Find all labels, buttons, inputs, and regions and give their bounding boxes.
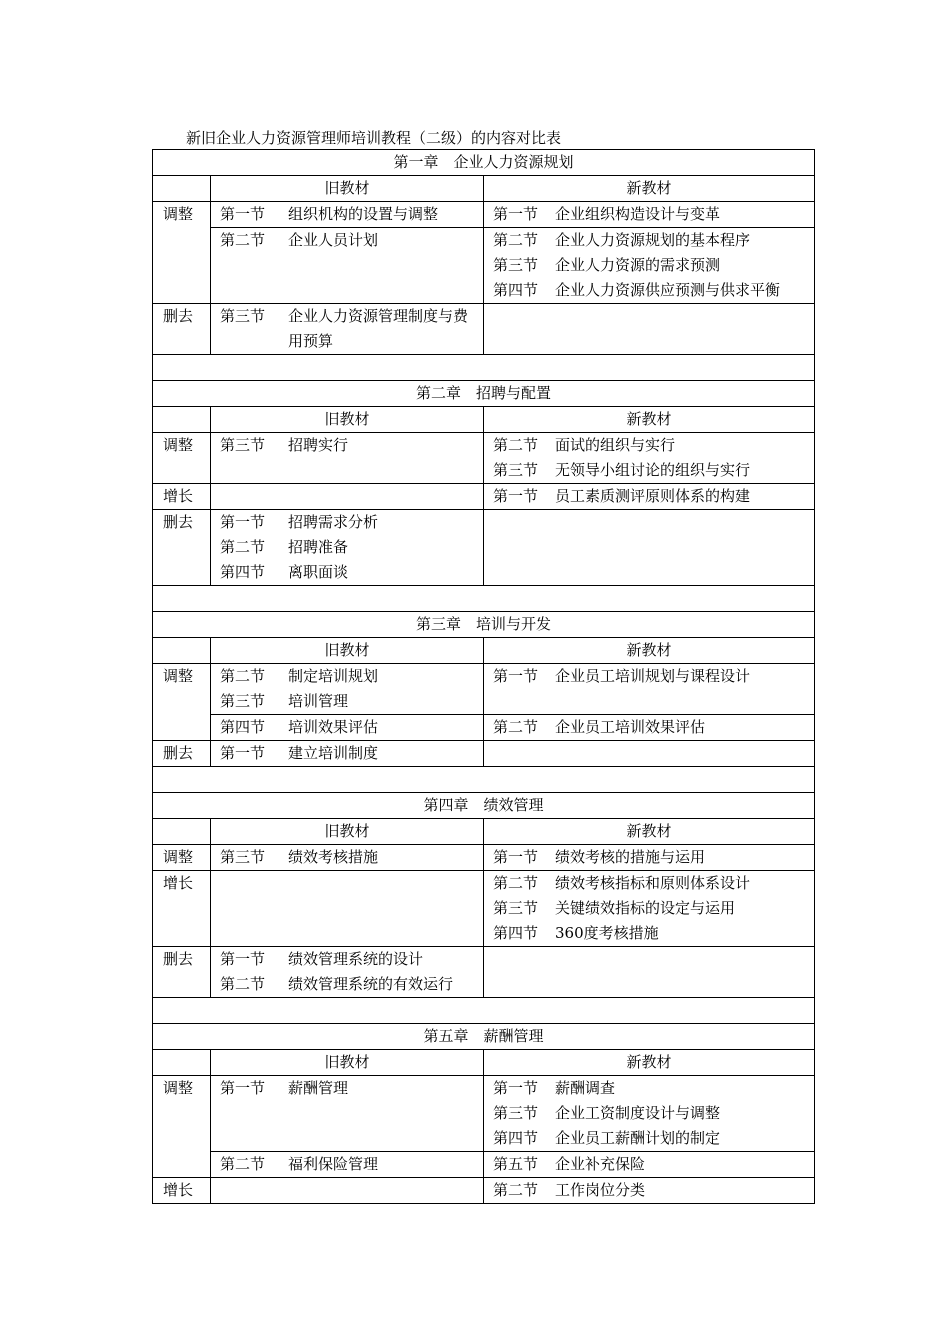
old-edition-cell [211,1152,484,1178]
old-edition-cell [211,1076,484,1152]
section-entry [493,228,810,253]
change-type: 调整 [153,664,211,741]
chapter-title-row [153,1024,815,1050]
table-row [153,1152,815,1178]
section-entry [220,972,479,997]
spacer-row [153,998,815,1024]
section-number: 第一节 [220,950,266,968]
header-type-cell [153,1050,211,1076]
section-title: 企业员工薪酬计划的制定 [555,1129,721,1147]
chapter-title: 第五章 薪酬管理 [153,1024,815,1050]
old-edition-header: 旧教材 [211,176,484,202]
chapter-title-row [153,381,815,407]
section-number: 第二节 [493,718,539,736]
old-edition-cell [211,845,484,871]
new-edition-cell [484,1152,815,1178]
old-edition-cell [211,1178,484,1204]
spacer-cell [153,767,815,793]
section-entry [493,845,810,870]
section-entry [220,535,479,560]
section-title: 企业组织构造设计与变革 [555,205,721,223]
new-edition-cell [484,510,815,586]
section-entry [493,921,810,946]
section-title: 企业人力资源规划的基本程序 [555,231,751,249]
old-edition-header: 旧教材 [211,1050,484,1076]
section-title: 企业人力资源的需求预测 [555,256,721,274]
change-type: 删去 [153,947,211,998]
section-title: 绩效管理系统的有效运行 [288,975,454,993]
spacer-cell [153,355,815,381]
section-title: 建立培训制度 [288,744,379,762]
column-header-row [153,638,815,664]
new-edition-cell [484,202,815,228]
table-row [153,664,815,715]
old-edition-cell [211,433,484,484]
new-edition-cell [484,484,815,510]
section-number: 第三节 [220,848,266,866]
section-entry [493,278,810,303]
section-entry [493,1178,810,1203]
old-edition-header: 旧教材 [211,407,484,433]
chapter-title: 第四章 绩效管理 [153,793,815,819]
section-entry [220,715,479,740]
chapter-title: 第一章 企业人力资源规划 [153,150,815,176]
change-type: 调整 [153,433,211,484]
new-edition-cell [484,228,815,304]
section-number: 第一节 [220,744,266,762]
section-number: 第三节 [220,307,266,325]
section-number: 第二节 [220,538,266,556]
section-entry [493,1076,810,1101]
column-header-row [153,1050,815,1076]
section-entry [493,458,810,483]
section-title: 关键绩效指标的设定与运用 [555,899,736,917]
new-edition-header: 新教材 [484,638,815,664]
table-row [153,510,815,586]
section-entry [493,1126,810,1151]
section-title: 360度考核措施 [555,924,659,942]
section-entry [220,228,479,253]
section-number: 第四节 [493,281,539,299]
section-entry [220,845,479,870]
section-number: 第一节 [493,205,539,223]
spacer-cell [153,586,815,612]
change-type: 调整 [153,1076,211,1178]
section-number: 第一节 [493,487,539,505]
section-number: 第二节 [220,1155,266,1173]
section-title: 离职面谈 [288,563,349,581]
spacer-row [153,355,815,381]
header-type-cell [153,638,211,664]
table-row [153,433,815,484]
old-edition-cell [211,510,484,586]
new-edition-cell [484,871,815,947]
section-number: 第一节 [493,1079,539,1097]
change-type: 删去 [153,510,211,586]
table-row [153,1178,815,1204]
section-number: 第三节 [220,436,266,454]
section-number: 第四节 [493,1129,539,1147]
section-entry [493,896,810,921]
new-edition-cell [484,664,815,715]
new-edition-cell [484,741,815,767]
section-number: 第二节 [493,436,539,454]
change-type: 删去 [153,741,211,767]
section-title: 企业员工培训规划与课程设计 [555,667,751,685]
section-entry [220,1152,479,1177]
section-entry [220,560,479,585]
change-type: 调整 [153,845,211,871]
change-type: 删去 [153,304,211,355]
column-header-row [153,407,815,433]
section-title: 企业员工培训效果评估 [555,718,706,736]
old-edition-cell [211,664,484,715]
table-row [153,871,815,947]
section-title: 企业人力资源管理制度与费用预算 [288,307,469,350]
chapter-title-row [153,150,815,176]
table-row [153,741,815,767]
old-edition-cell [211,202,484,228]
chapter-title: 第二章 招聘与配置 [153,381,815,407]
section-title: 招聘需求分析 [288,513,379,531]
section-title: 组织机构的设置与调整 [288,205,439,223]
change-type: 增长 [153,484,211,510]
chapter-title-row [153,793,815,819]
section-title: 培训效果评估 [288,718,379,736]
section-number: 第二节 [493,231,539,249]
old-edition-header: 旧教材 [211,819,484,845]
section-title: 企业工资制度设计与调整 [555,1104,721,1122]
section-title: 薪酬管理 [288,1079,349,1097]
table-row [153,1076,815,1152]
comparison-table [152,149,815,1204]
section-number: 第二节 [493,1181,539,1199]
section-entry [493,1101,810,1126]
section-entry [220,510,479,535]
section-entry [493,484,810,509]
section-title: 绩效考核措施 [288,848,379,866]
section-title: 无领导小组讨论的组织与实行 [555,461,751,479]
table-row [153,845,815,871]
section-title: 面试的组织与实行 [555,436,676,454]
section-title: 培训管理 [288,692,349,710]
section-number: 第三节 [493,899,539,917]
section-number: 第一节 [493,848,539,866]
section-title: 制定培训规划 [288,667,379,685]
section-title: 薪酬调查 [555,1079,616,1097]
new-edition-cell [484,715,815,741]
section-entry [220,202,479,227]
section-entry [493,715,810,740]
chapter-title-row [153,612,815,638]
table-row [153,947,815,998]
new-edition-cell [484,845,815,871]
section-entry [493,253,810,278]
section-title: 福利保险管理 [288,1155,379,1173]
column-header-row [153,176,815,202]
section-title: 绩效考核的措施与运用 [555,848,706,866]
section-entry [220,664,479,689]
section-number: 第三节 [493,256,539,274]
old-edition-cell [211,871,484,947]
new-edition-header: 新教材 [484,176,815,202]
section-number: 第二节 [220,975,266,993]
new-edition-cell [484,433,815,484]
old-edition-cell [211,741,484,767]
section-number: 第二节 [493,874,539,892]
section-number: 第三节 [493,461,539,479]
section-title: 员工素质测评原则体系的构建 [555,487,751,505]
section-title: 企业补充保险 [555,1155,646,1173]
old-edition-header: 旧教材 [211,638,484,664]
section-title: 招聘实行 [288,436,349,454]
spacer-row [153,767,815,793]
header-type-cell [153,819,211,845]
section-entry [220,741,479,766]
old-edition-cell [211,304,484,355]
spacer-row [153,586,815,612]
section-entry [493,664,810,689]
table-row [153,484,815,510]
section-number: 第二节 [220,231,266,249]
section-number: 第一节 [493,667,539,685]
section-number: 第三节 [493,1104,539,1122]
section-entry [493,871,810,896]
header-type-cell [153,176,211,202]
section-number: 第五节 [493,1155,539,1173]
column-header-row [153,819,815,845]
new-edition-cell [484,1178,815,1204]
old-edition-cell [211,228,484,304]
spacer-cell [153,998,815,1024]
section-entry [493,1152,810,1177]
section-entry [493,202,810,227]
section-entry [220,433,479,458]
section-entry [220,689,479,714]
new-edition-header: 新教材 [484,819,815,845]
section-entry [220,304,479,354]
section-title: 企业人员计划 [288,231,379,249]
old-edition-cell [211,484,484,510]
section-number: 第三节 [220,692,266,710]
section-title: 绩效管理系统的设计 [288,950,424,968]
section-title: 招聘准备 [288,538,349,556]
change-type: 增长 [153,871,211,947]
old-edition-cell [211,715,484,741]
table-row [153,202,815,228]
section-number: 第四节 [220,563,266,581]
new-edition-cell [484,304,815,355]
new-edition-cell [484,947,815,998]
new-edition-cell [484,1076,815,1152]
table-row [153,304,815,355]
section-title: 绩效考核指标和原则体系设计 [555,874,751,892]
table-row [153,228,815,304]
section-number: 第一节 [220,205,266,223]
section-number: 第一节 [220,1079,266,1097]
section-number: 第一节 [220,513,266,531]
section-title: 企业人力资源供应预测与供求平衡 [555,281,781,299]
section-number: 第四节 [493,924,539,942]
new-edition-header: 新教材 [484,1050,815,1076]
section-entry [493,433,810,458]
table-row [153,715,815,741]
section-entry [220,1076,479,1101]
section-entry [220,947,479,972]
section-number: 第四节 [220,718,266,736]
old-edition-cell [211,947,484,998]
change-type: 调整 [153,202,211,304]
section-number: 第二节 [220,667,266,685]
section-title: 工作岗位分类 [555,1181,646,1199]
comparison-table-body [153,150,815,1204]
new-edition-header: 新教材 [484,407,815,433]
page-title: 新旧企业人力资源管理师培训教程（二级）的内容对比表 [186,129,562,147]
chapter-title: 第三章 培训与开发 [153,612,815,638]
header-type-cell [153,407,211,433]
change-type: 增长 [153,1178,211,1204]
